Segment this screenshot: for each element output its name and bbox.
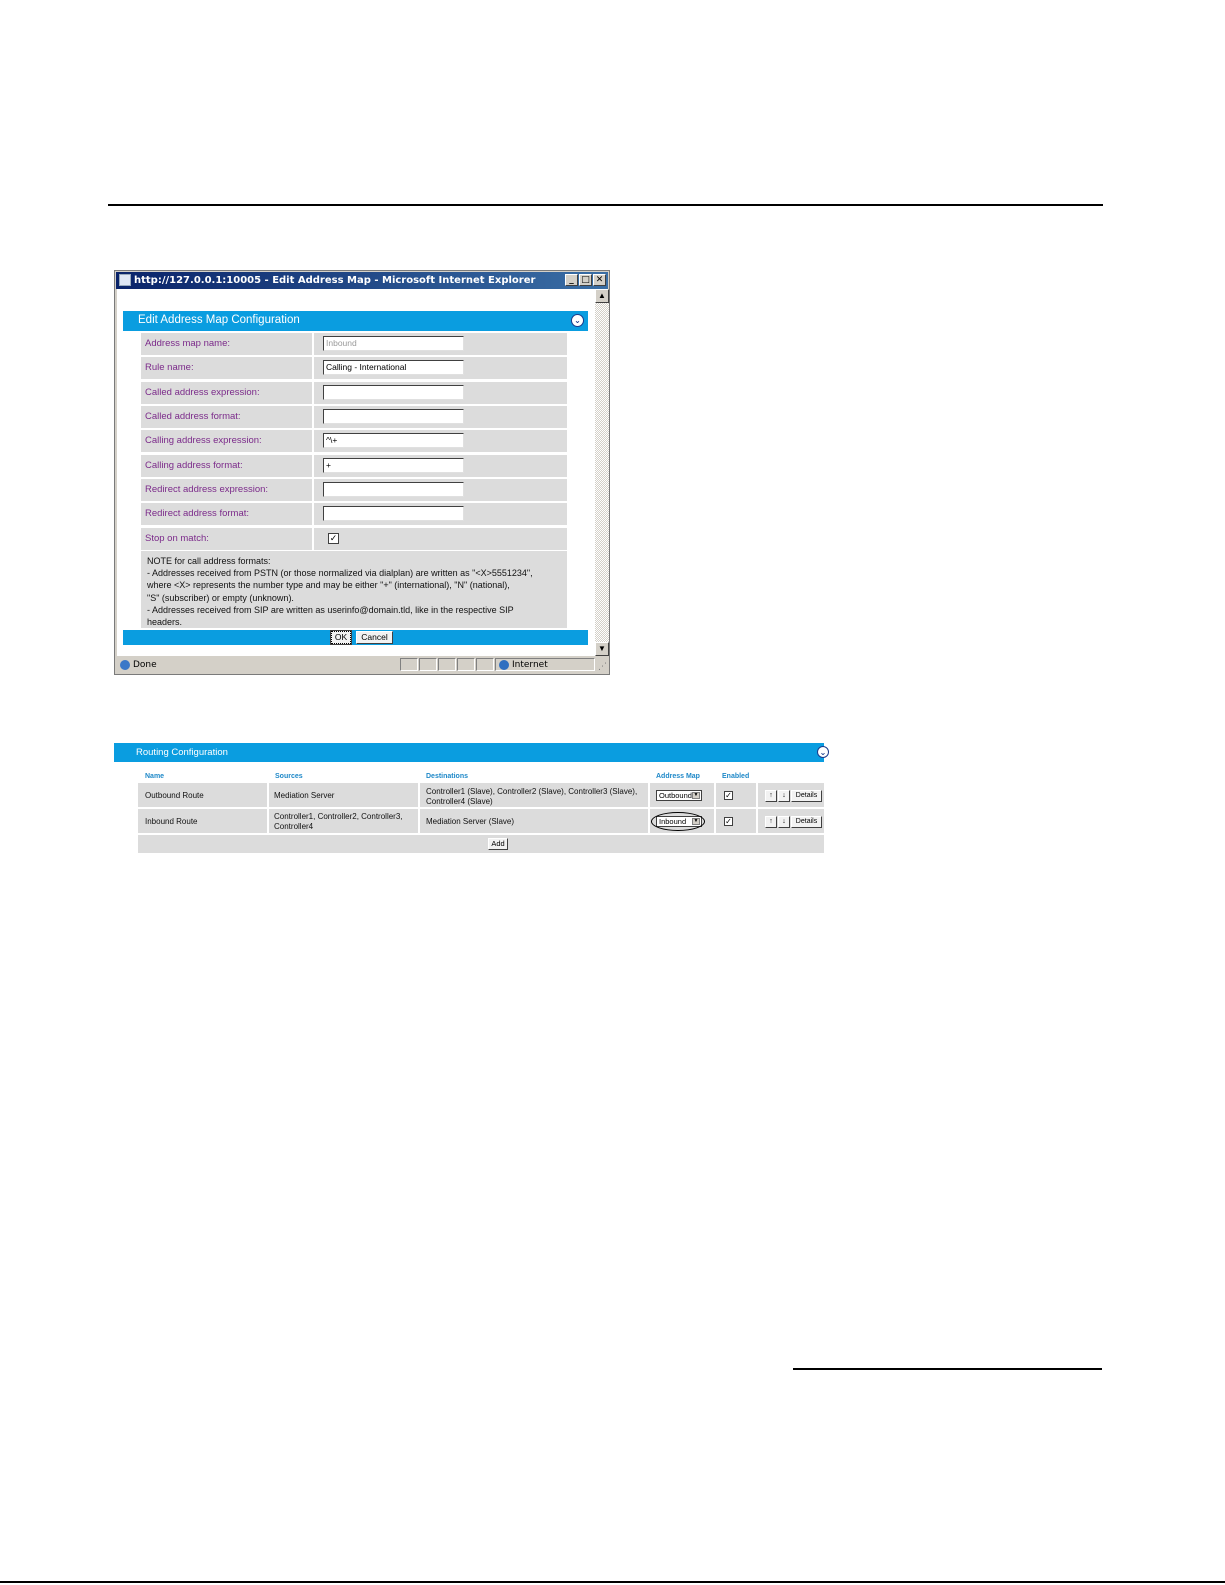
cancel-button[interactable]: Cancel (356, 631, 393, 644)
form-field-label: Calling address expression: (145, 435, 262, 447)
form-field-label: Called address expression: (145, 386, 260, 398)
column-divider (714, 783, 716, 807)
details-button[interactable]: Details (791, 816, 822, 828)
form-field-row (141, 503, 567, 525)
enabled-checkbox[interactable]: ✓ (725, 791, 732, 800)
form-field-row (141, 479, 567, 501)
column-divider (312, 455, 314, 477)
form-field-input[interactable] (323, 506, 464, 521)
form-field-row (141, 430, 567, 452)
scroll-down-arrow-icon[interactable]: ▼ (595, 642, 609, 656)
route-name: Inbound Route (145, 817, 198, 826)
address-format-note (141, 551, 567, 628)
column-divider (648, 809, 650, 833)
column-divider (312, 430, 314, 452)
details-button[interactable]: Details (791, 790, 822, 802)
add-route-button[interactable]: Add (488, 838, 508, 850)
form-field-input[interactable] (323, 482, 464, 497)
stop-on-match-row (141, 528, 567, 550)
address-map-value: Outbound (659, 791, 692, 800)
move-down-button[interactable]: ↓ (778, 816, 790, 828)
routing-collapse-chevron-icon[interactable]: ⌄ (817, 746, 829, 758)
form-field-row (141, 406, 567, 428)
sources-line: Controller4 (274, 821, 314, 831)
resize-grip-icon[interactable]: ⋰ (598, 662, 607, 672)
minimize-button[interactable]: _ (565, 274, 578, 286)
form-field-label: Rule name: (145, 362, 194, 374)
table-row (138, 783, 824, 807)
column-divider (312, 333, 314, 355)
column-divider (267, 783, 269, 807)
top-rule (108, 204, 1103, 206)
status-pane (476, 658, 494, 671)
footer-rule (793, 1368, 1102, 1370)
ie-title-bar[interactable] (116, 272, 608, 289)
edit-form-header (123, 311, 588, 331)
sources-line: Controller1, Controller2, Controller3, (274, 812, 403, 821)
move-up-button[interactable]: ↑ (765, 790, 777, 802)
column-divider (418, 809, 420, 833)
ie-client-area (117, 289, 609, 656)
move-up-button[interactable]: ↑ (765, 816, 777, 828)
form-field-input[interactable]: + (323, 458, 464, 473)
page-bottom-rule (0, 1581, 1225, 1583)
column-divider (756, 809, 758, 833)
column-divider (267, 809, 269, 833)
column-divider (312, 503, 314, 525)
note-line: headers. (147, 617, 183, 628)
note-line: NOTE for call address formats: (147, 556, 271, 566)
dropdown-arrow-icon[interactable]: ▼ (693, 792, 699, 798)
zone-text: Internet (512, 660, 548, 670)
edit-form-footer (123, 630, 588, 645)
note-line: "S" (subscriber) or empty (unknown). (147, 592, 294, 603)
column-divider (312, 406, 314, 428)
ie-done-icon (120, 660, 130, 670)
form-field-row (141, 357, 567, 379)
stop-on-match-label: Stop on match: (145, 533, 209, 544)
form-field-label: Redirect address expression: (145, 483, 269, 495)
ie-page-icon (119, 274, 131, 286)
move-down-button[interactable]: ↓ (778, 790, 790, 802)
zone-pane (495, 658, 595, 671)
form-field-row (141, 333, 567, 355)
col-header-enabled: Enabled (722, 773, 750, 780)
route-destinations (426, 787, 637, 806)
destinations-line: Controller1 (Slave), Controller2 (Slave), Controller3 (Slave), (426, 787, 638, 796)
note-line: - Addresses received from PSTN (or those normalized via dialplan) are written as "<X>5551234", (147, 568, 533, 579)
column-divider (312, 357, 314, 379)
form-field-input[interactable] (323, 409, 464, 424)
col-header-sources: Sources (275, 773, 303, 780)
column-divider (312, 528, 314, 550)
form-field-row (141, 382, 567, 404)
ie-window-title: http://127.0.0.1:10005 - Edit Address Map - Microsoft Internet Explorer (134, 275, 536, 286)
column-divider (714, 809, 716, 833)
collapse-chevron-icon[interactable]: ⌄ (571, 314, 584, 327)
table-row (138, 809, 824, 833)
close-button[interactable]: ✕ (593, 274, 606, 286)
column-divider (418, 783, 420, 807)
scroll-up-arrow-icon[interactable]: ▲ (595, 289, 609, 303)
vertical-scrollbar[interactable] (595, 289, 609, 656)
form-field-label: Address map name: (145, 338, 231, 349)
dropdown-arrow-icon[interactable]: ▼ (693, 818, 699, 824)
status-pane (438, 658, 456, 671)
route-sources: Mediation Server (274, 791, 335, 800)
enabled-checkbox[interactable]: ✓ (725, 817, 732, 826)
column-divider (312, 382, 314, 404)
address-map-value: Inbound (659, 817, 687, 826)
ie-window (114, 270, 610, 675)
form-field-input[interactable]: Inbound (323, 336, 464, 351)
column-divider (756, 783, 758, 807)
stop-on-match-checkbox[interactable]: ✓ (329, 533, 338, 543)
destinations-line: Controller4 (Slave) (426, 796, 493, 806)
edit-form-title: Edit Address Map Configuration (138, 314, 300, 326)
col-header-name: Name (145, 773, 165, 780)
routing-title: Routing Configuration (136, 747, 228, 758)
add-row (138, 835, 824, 853)
address-map-select[interactable] (656, 790, 702, 801)
column-divider (312, 479, 314, 501)
status-pane (400, 658, 418, 671)
form-field-label: Calling address format: (145, 459, 243, 471)
ie-status-bar (117, 657, 609, 673)
form-field-row (141, 455, 567, 477)
internet-globe-icon (499, 660, 509, 670)
route-sources (274, 812, 403, 831)
status-pane (419, 658, 437, 671)
column-divider (648, 783, 650, 807)
form-field-label: Redirect address format: (145, 508, 250, 520)
status-text: Done (133, 660, 157, 670)
note-line: - Addresses received from SIP are written as userinfo@domain.tld, like in the respective SIP (147, 604, 514, 615)
note-line: where <X> represents the number type and may be either "+" (international), "N" (national), (147, 580, 510, 591)
form-field-label: Called address format: (145, 410, 241, 422)
maximize-button[interactable]: □ (579, 274, 592, 286)
col-header-address-map: Address Map (656, 773, 700, 780)
form-field-input[interactable]: Calling - International (323, 360, 464, 375)
form-field-input[interactable]: ^\+ (323, 433, 464, 448)
status-pane (457, 658, 475, 671)
col-header-destinations: Destinations (426, 773, 469, 780)
ok-button[interactable]: OK (331, 631, 351, 644)
form-field-input[interactable] (323, 385, 464, 400)
route-name: Outbound Route (145, 791, 204, 800)
highlight-ellipse (651, 812, 705, 831)
routing-header (114, 743, 827, 762)
route-destinations: Mediation Server (Slave) (426, 817, 515, 826)
